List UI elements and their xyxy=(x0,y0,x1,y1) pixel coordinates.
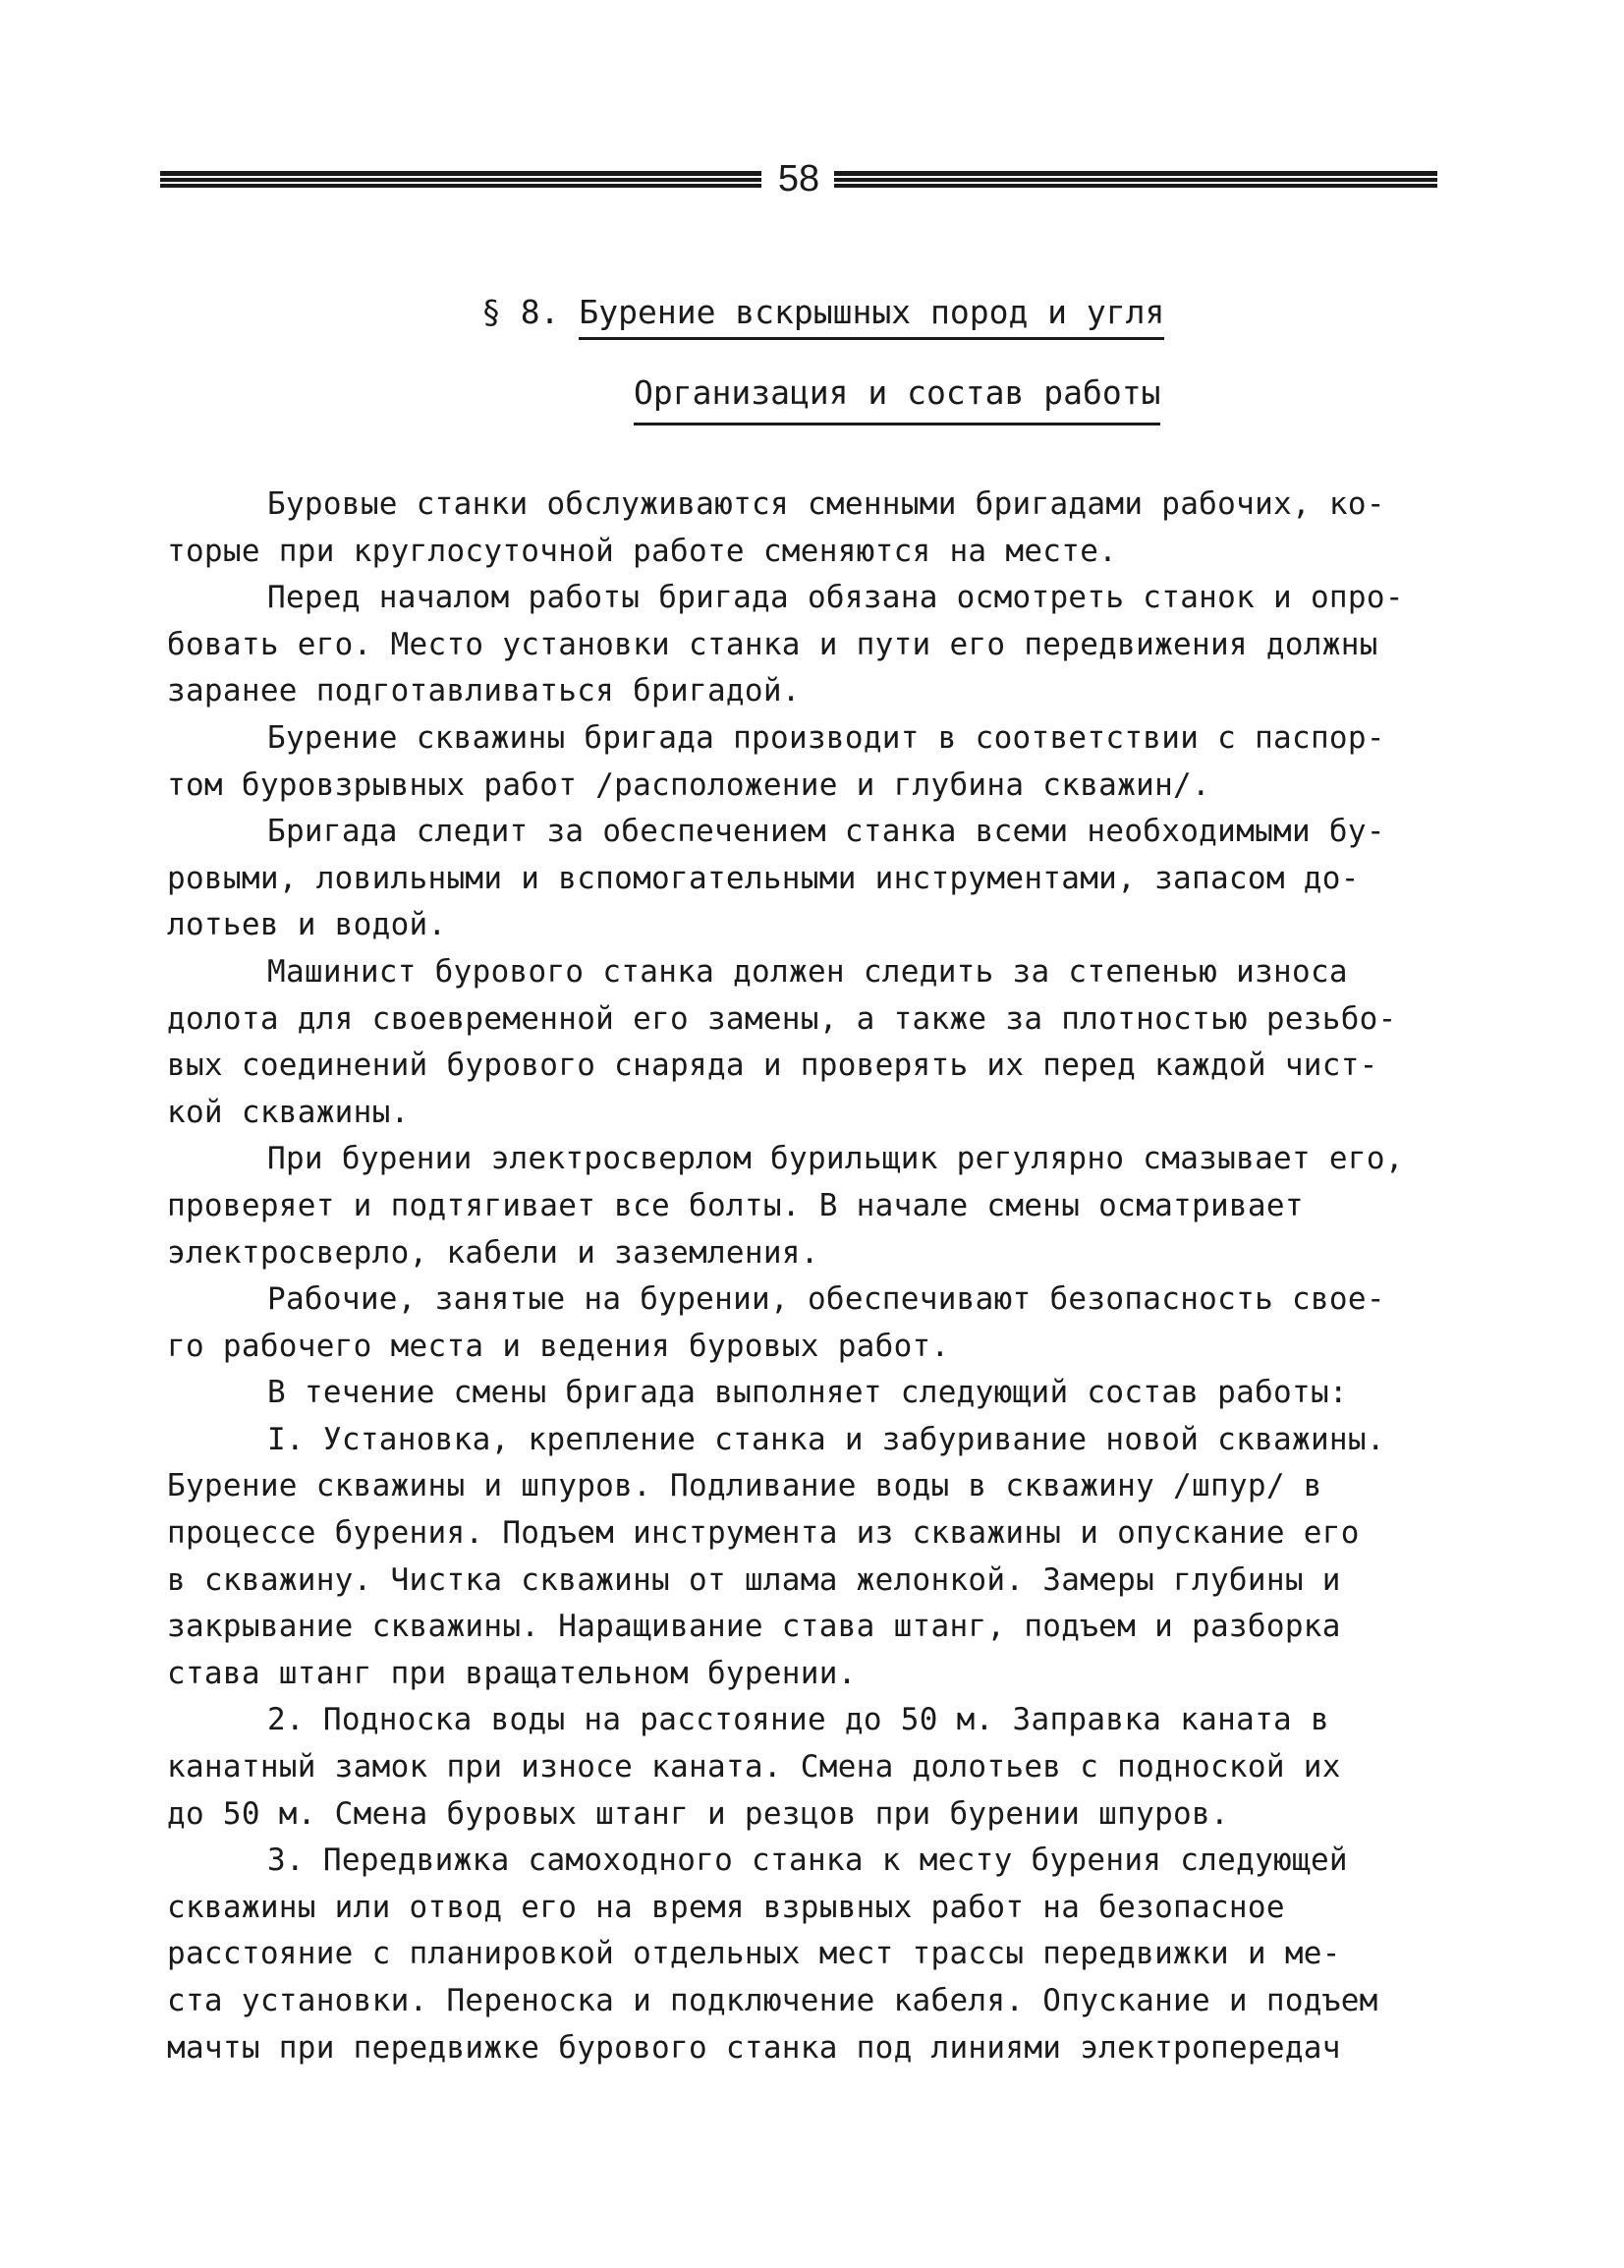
text-line: Перед началом работы бригада обязана осмотреть станок и опро- xyxy=(267,580,1404,616)
header-rule-left xyxy=(160,171,761,187)
text-line: канатный замок при износе каната. Смена долотьев с подноской их xyxy=(167,1749,1341,1786)
text-line: процессе бурения. Подъем инструмента из скважины и опускание его xyxy=(167,1515,1360,1552)
text-line: расстояние с планировкой отдельных мест трассы передвижки и ме- xyxy=(167,1936,1341,1972)
text-line: лотьев и водой. xyxy=(167,907,447,943)
text-line: вых соединений бурового снаряда и проверять их перед каждой чист- xyxy=(167,1048,1378,1084)
text-line: ста установки. Переноска и подключение кабеля. Опускание и подъем xyxy=(167,1983,1378,2018)
text-line: проверяет и подтягивает все болты. В начале смены осматривает xyxy=(167,1187,1304,1223)
page-number-header xyxy=(160,155,1437,202)
text-line: закрывание скважины. Наращивание става штанг, подъем и разборка xyxy=(167,1609,1341,1645)
text-line: том буровзрывных работ /расположение и глубина скважин/. xyxy=(167,766,1210,803)
section-mark: § 8. xyxy=(481,293,560,331)
text-line: кой скважины. xyxy=(167,1094,410,1130)
text-line: заранее подготавливаться бригадой. xyxy=(167,673,801,709)
text-line: Бурение скважины бригада производит в соответствии с паспор- xyxy=(267,719,1385,756)
text-line: 3. Передвижка самоходного станка к месту бурения следующей xyxy=(267,1843,1348,1879)
text-line: скважины или отвод его на время взрывных работ на безопасное xyxy=(167,1889,1285,1925)
text-line: става штанг при вращательном бурении. xyxy=(167,1655,857,1691)
text-line: долота для своевременной его замены, а также за плотностью резьбо- xyxy=(167,1000,1397,1037)
body-text xyxy=(167,482,1444,2071)
text-line: В течение смены бригада выполняет следующий состав работы: xyxy=(267,1375,1348,1411)
section-title-text: Бурение вскрышных пород и угля xyxy=(579,293,1164,340)
section-subtitle: Организация и состав работы xyxy=(634,371,1160,425)
text-line: Буровые станки обслуживаются сменными бригадами рабочих, ко- xyxy=(267,486,1385,522)
text-line: торые при круглосуточной работе сменяются на месте. xyxy=(167,533,1118,569)
text-line: го рабочего места и ведения буровых работ. xyxy=(167,1328,950,1364)
text-line: Машинист бурового станка должен следить за степенью износа xyxy=(267,953,1348,990)
text-line: мачты при передвижке бурового станка под линиями электропередач xyxy=(167,2029,1341,2066)
page-number: 58 xyxy=(777,158,820,199)
text-line: Бурение скважины и шпуров. Подливание воды в скважину /шпур/ в xyxy=(167,1468,1322,1504)
text-line: При бурении электросверлом бурильщик регулярно смазывает его, xyxy=(267,1141,1404,1177)
text-line: Бригада следит за обеспечением станка всеми необходимыми бу- xyxy=(267,814,1385,850)
text-line: Рабочие, занятые на бурении, обеспечивают безопасность свое- xyxy=(267,1281,1385,1318)
text-line: ровыми, ловильными и вспомогательными инструментами, запасом до- xyxy=(167,860,1360,896)
text-line: бовать его. Место установки станка и пути его передвижения должны xyxy=(167,626,1378,662)
text-line: электросверло, кабели и заземления. xyxy=(167,1234,819,1271)
text-line: в скважину. Чистка скважины от шлама желонкой. Замеры глубины и xyxy=(167,1561,1341,1598)
header-rule-right xyxy=(834,171,1437,187)
text-line: I. Установка, крепление станка и забуривание новой скважины. xyxy=(267,1421,1385,1457)
text-line: до 50 м. Смена буровых штанг и резцов при бурении шпуров. xyxy=(167,1795,1229,1832)
section-title xyxy=(481,291,1164,334)
text-line: 2. Подноска воды на расстояние до 50 м. Заправка каната в xyxy=(267,1702,1329,1738)
